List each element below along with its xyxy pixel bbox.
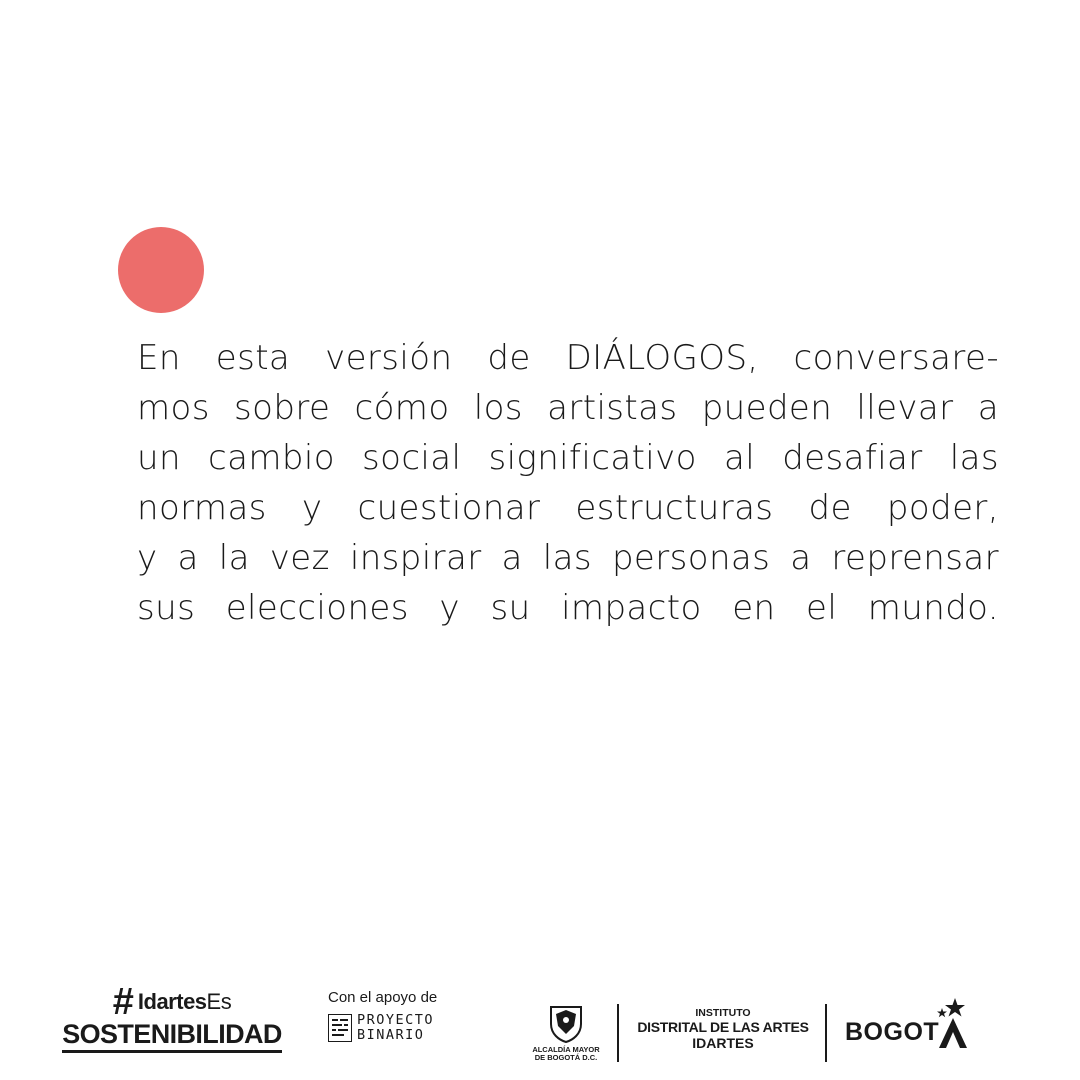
support-label: Con el apoyo de — [328, 989, 438, 1006]
idartes-line2: DISTRITAL DE LAS ARTES — [637, 1019, 809, 1035]
idartes-sostenibilidad-logo — [62, 981, 282, 1053]
proyecto-label: PROYECTO — [357, 1012, 435, 1028]
proyecto-binario-logo — [328, 1013, 437, 1043]
body-line: un cambio social significativo al desafiar las — [137, 438, 999, 478]
alcaldia-logo — [530, 1004, 602, 1062]
support-block — [328, 989, 437, 1043]
proyecto-binario-mark — [328, 1014, 352, 1042]
body-line: mos sobre cómo los artistas pueden llevar a — [137, 388, 999, 428]
body-paragraph — [137, 333, 999, 633]
alcaldia-line1: ALCALDÍA MAYOR — [532, 1045, 600, 1054]
footer-divider — [617, 1004, 619, 1062]
idartes-line3: IDARTES — [692, 1035, 754, 1051]
binario-label: BINARIO — [357, 1027, 425, 1043]
accent-dot — [118, 227, 204, 313]
footer-divider — [825, 1004, 827, 1062]
idartes-logo — [632, 1007, 814, 1051]
idartes-line1: INSTITUTO — [695, 1007, 751, 1019]
body-line: y a la vez inspirar a las personas a reprensar — [137, 538, 999, 578]
body-line: En esta versión de DIÁLOGOS, conversare- — [137, 338, 999, 378]
campaign-hashtag — [62, 981, 282, 1023]
campaign-title: SOSTENIBILIDAD — [62, 1019, 282, 1053]
body-line: sus elecciones y su impacto en el mundo. — [137, 588, 999, 628]
hashtag-prefix: Idartes — [137, 989, 207, 1014]
bogota-wordmark: BOGOT — [845, 1018, 940, 1046]
body-line: normas y cuestionar estructuras de poder, — [137, 488, 999, 528]
bogota-logo — [845, 996, 985, 1056]
hashtag-suffix: Es — [206, 989, 232, 1014]
bogota-star-a-icon — [927, 996, 977, 1054]
bogota-shield-icon — [547, 1004, 585, 1044]
alcaldia-line2: DE BOGOTÁ D.C. — [534, 1053, 598, 1062]
hash-symbol: # — [112, 981, 134, 1023]
